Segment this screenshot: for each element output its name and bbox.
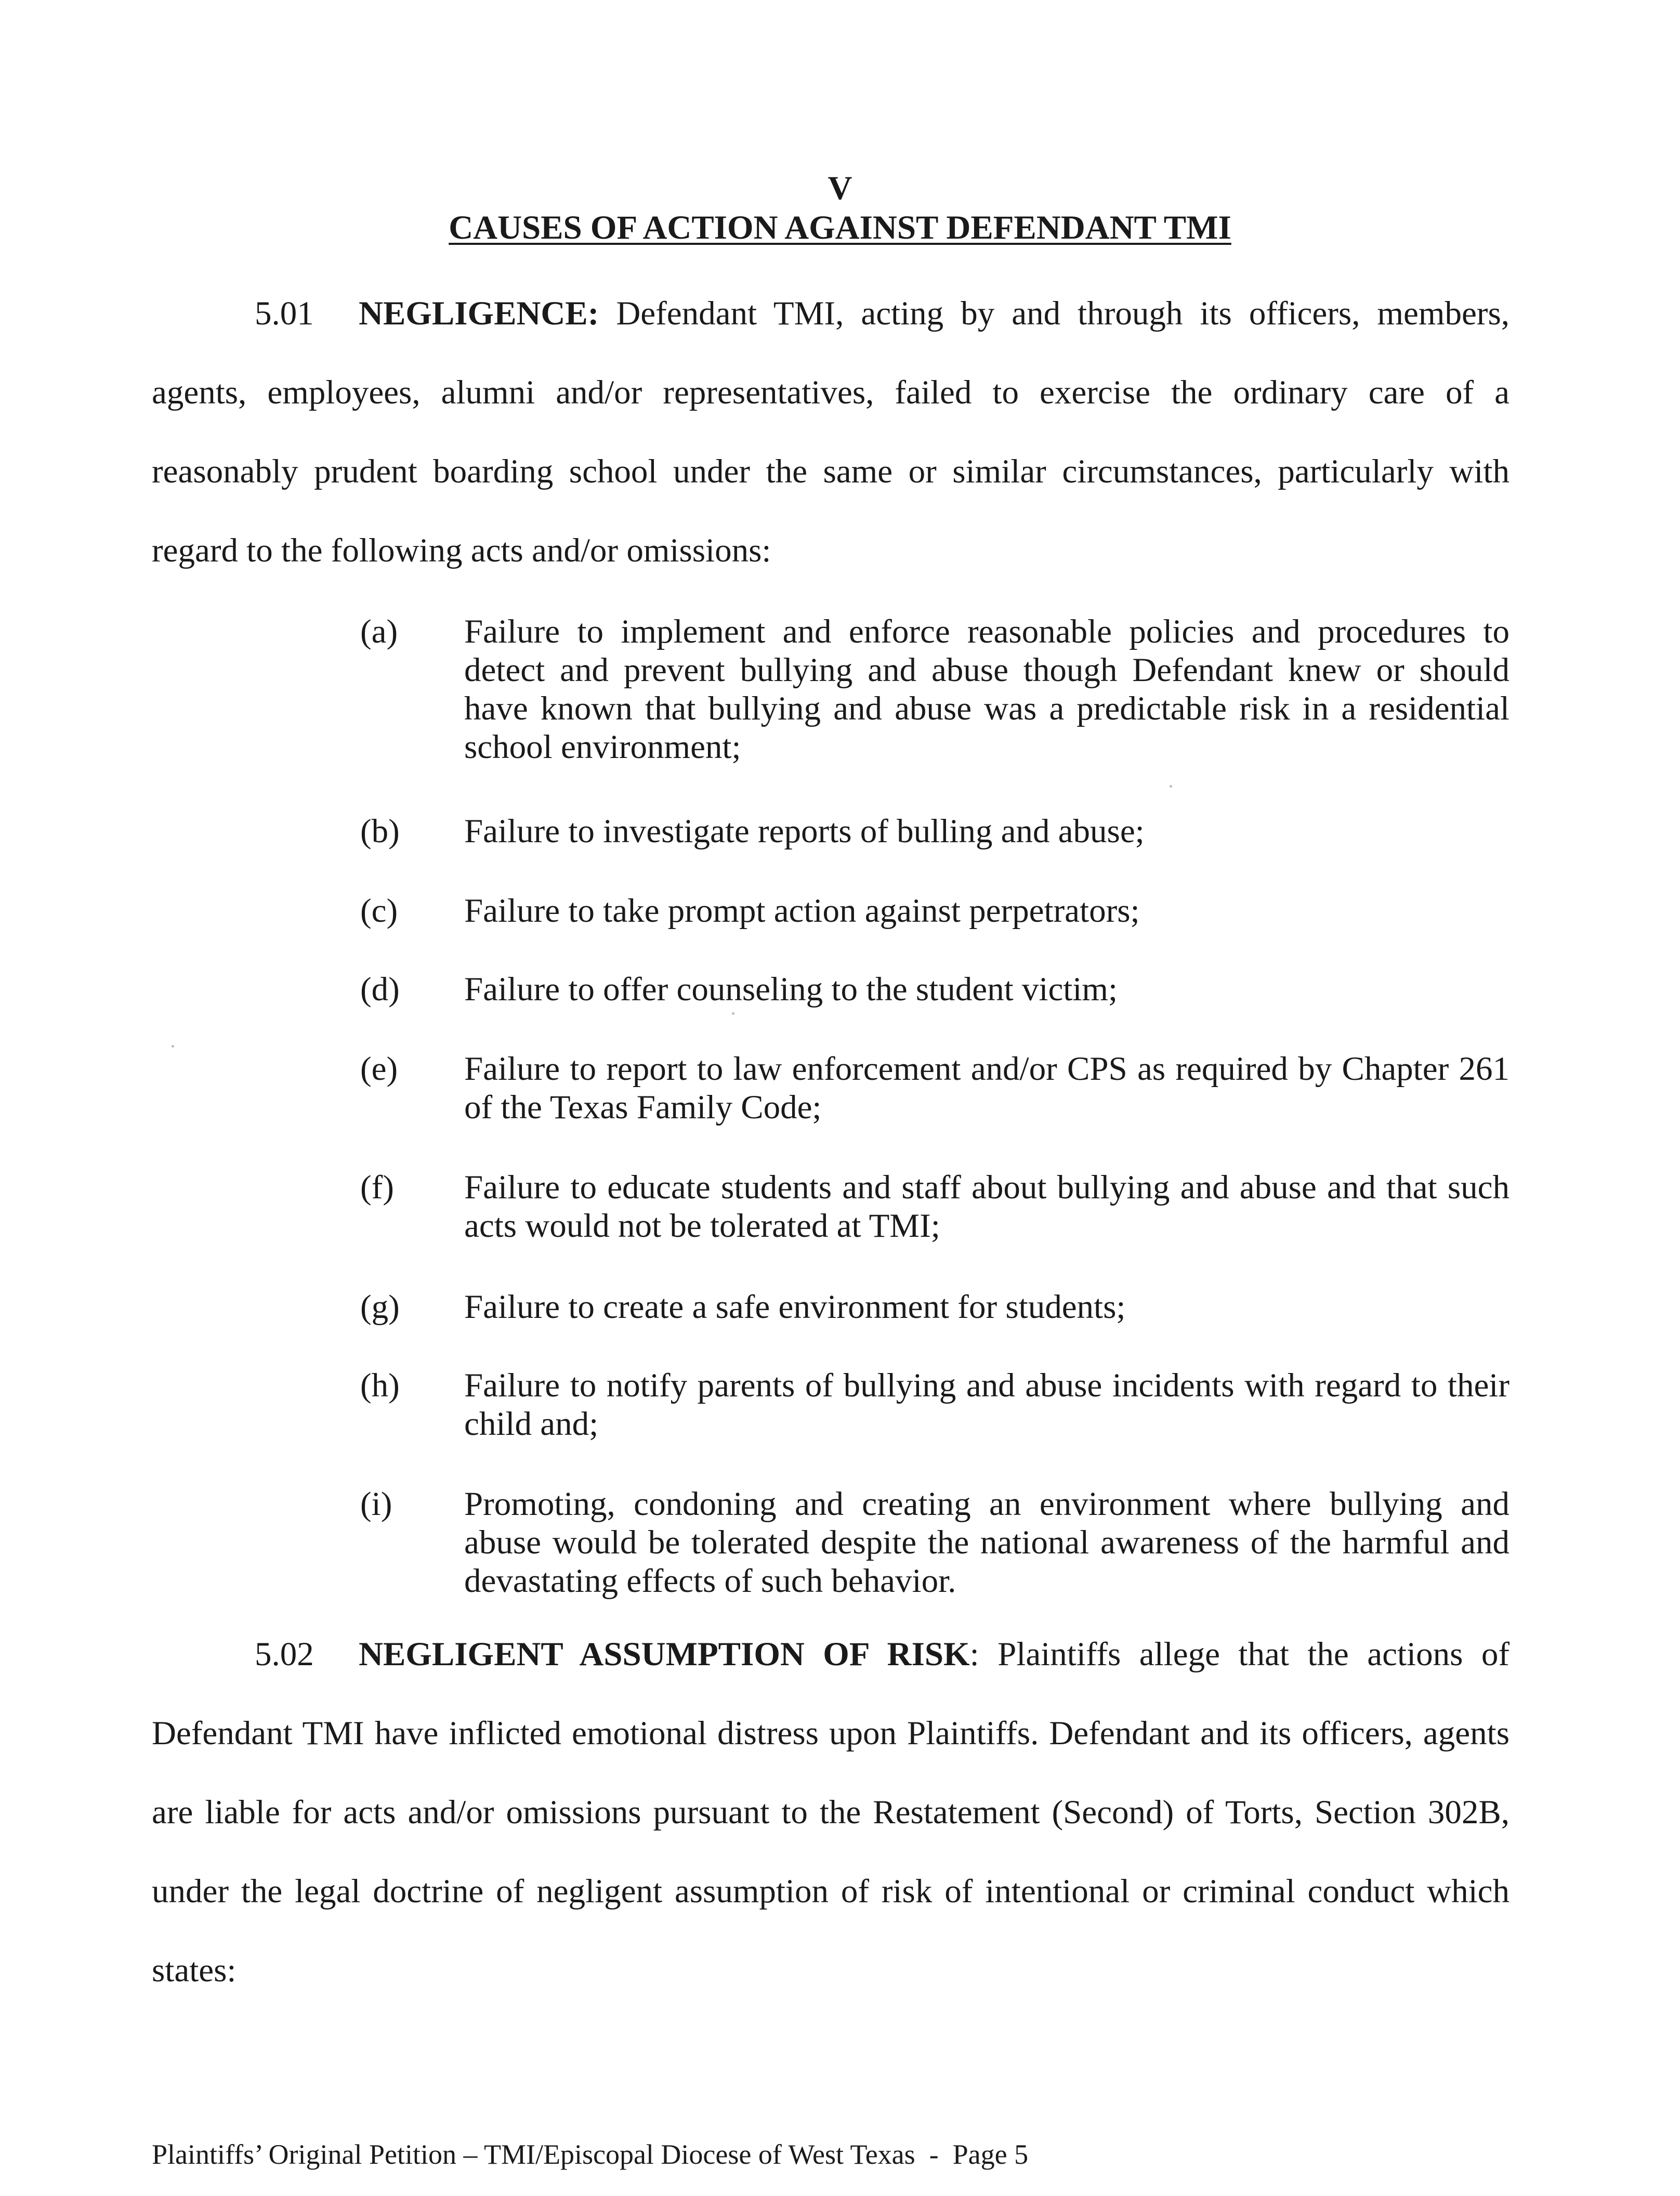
list-item-text: Promoting, condoning and creating an environment where bullying and abuse would be tolerated despite the national awareness of the harmful and devastating effects of such behavior.	[464, 1485, 1510, 1600]
list-item-label: (d)	[360, 971, 400, 1008]
section-number: V	[828, 169, 852, 207]
list-item-label: (g)	[360, 1288, 400, 1326]
scan-speck	[732, 1012, 734, 1015]
list-item-label: (i)	[360, 1485, 392, 1523]
list-item-b	[360, 812, 1510, 851]
list-item-text: Failure to investigate reports of bulling and abuse;	[464, 813, 1145, 850]
paragraph-number: 5.01	[255, 295, 314, 332]
list-item-label: (h)	[360, 1367, 400, 1404]
list-item-label: (e)	[360, 1050, 398, 1088]
list-item-label: (a)	[360, 613, 398, 650]
paragraph-5-01	[152, 274, 1510, 590]
list-item-i	[360, 1485, 1510, 1600]
list-item-label: (c)	[360, 892, 398, 930]
scan-speck	[1170, 785, 1172, 788]
list-item-e	[360, 1050, 1510, 1127]
list-item-label: (b)	[360, 813, 400, 850]
list-item-label: (f)	[360, 1169, 394, 1206]
page-footer: Plaintiffs’ Original Petition – TMI/Episcopal Diocese of West Texas - Page 5	[152, 2139, 1029, 2170]
section-title: CAUSES OF ACTION AGAINST DEFENDANT TMI	[449, 209, 1231, 246]
list-item-d	[360, 970, 1510, 1009]
list-item-text: Failure to notify parents of bullying and abuse incidents with regard to their child and;	[464, 1367, 1510, 1443]
paragraph-5-02	[152, 1615, 1510, 2010]
paragraph-text: Defendant TMI, acting by and through its officers, members, agents, employees, alumni and/or representatives, failed to exercise the ordinary care of a reasonably prudent boarding school under the same or similar circumstances, particularly with regard to the following acts and/or omissions:	[152, 295, 1510, 569]
list-item-f	[360, 1168, 1510, 1245]
scan-speck	[172, 1045, 174, 1048]
list-item-text: Failure to offer counseling to the student victim;	[464, 971, 1118, 1008]
list-item-c	[360, 892, 1510, 930]
paragraph-text: : Plaintiffs allege that the actions of Defendant TMI have inflicted emotional distress upon Plaintiffs. Defendant and its officers, agents are liable for acts and/or omissions pursuant to the Restatement (Second) of Torts, Section 302B, under the legal doctrine of negligent assumption of risk of intentional or criminal conduct which states:	[152, 1636, 1510, 1989]
list-item-text: Failure to implement and enforce reasonable policies and procedures to detect and prevent bullying and abuse though Defendant knew or should have known that bullying and abuse was a predictable risk in a residential school environment;	[464, 613, 1510, 766]
list-item-text: Failure to report to law enforcement and/or CPS as required by Chapter 261 of the Texas Family Code;	[464, 1050, 1510, 1126]
list-item-g	[360, 1288, 1510, 1326]
paragraph-number: 5.02	[255, 1636, 314, 1673]
list-item-text: Failure to create a safe environment for students;	[464, 1288, 1126, 1326]
paragraph-lead: NEGLIGENT ASSUMPTION OF RISK	[359, 1636, 970, 1673]
list-item-a	[360, 612, 1510, 766]
list-item-h	[360, 1366, 1510, 1443]
paragraph-lead: NEGLIGENCE:	[359, 295, 599, 332]
list-item-text: Failure to educate students and staff about bullying and abuse and that such acts would not be tolerated at TMI;	[464, 1169, 1510, 1245]
list-item-text: Failure to take prompt action against perpetrators;	[464, 892, 1140, 930]
